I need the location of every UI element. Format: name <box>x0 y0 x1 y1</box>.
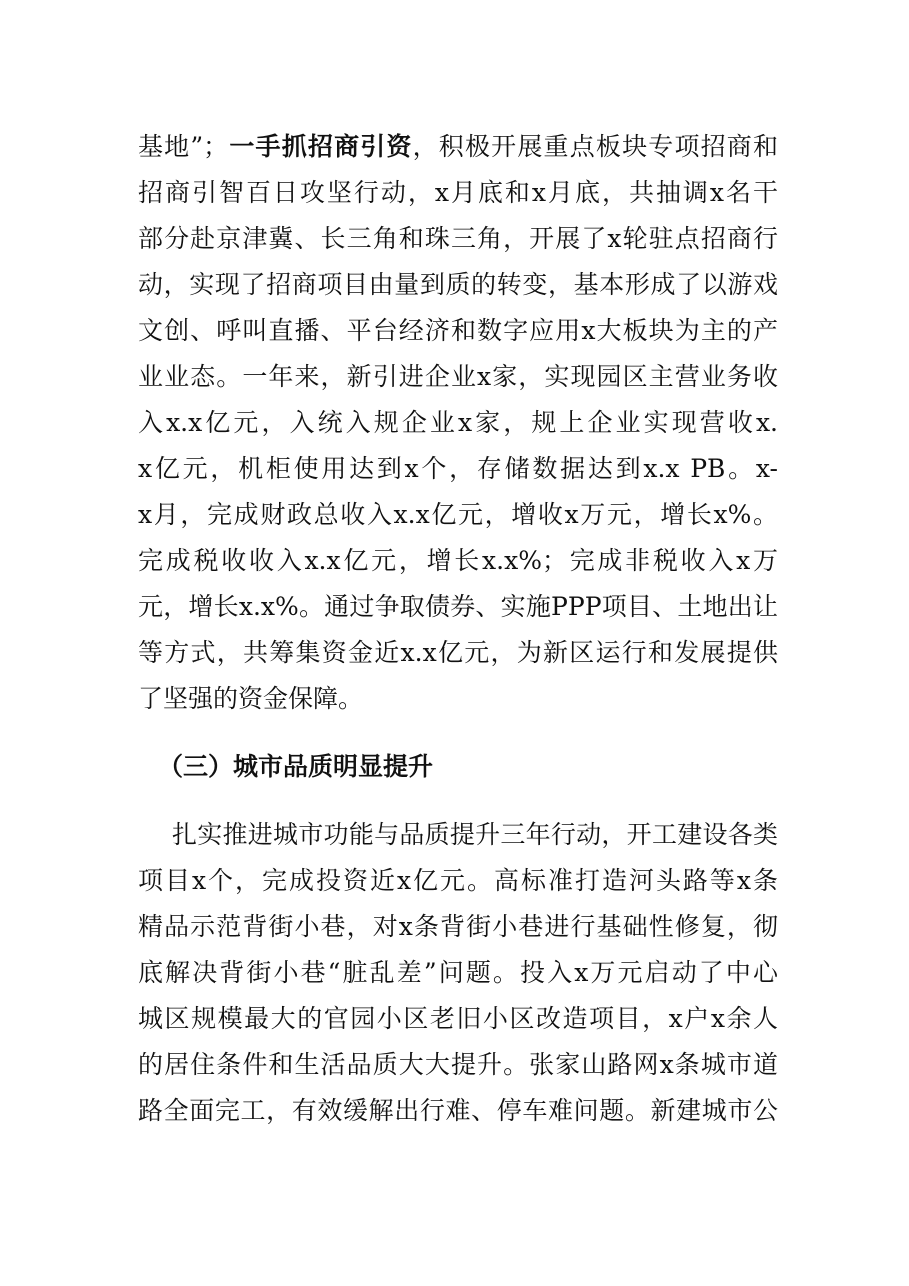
paragraph-line: 项目x个，完成投资近x亿元。高标准打造河头路等x条 <box>138 866 778 895</box>
paragraph-line: 扎实推进城市功能与品质提升三年行动，开工建设各类 <box>172 820 778 849</box>
paragraph-line: 入x.x亿元，入统入规企业x家，规上企业实现营收x. <box>138 408 778 437</box>
paragraph-line: 了坚强的资金保障。 <box>138 684 364 713</box>
paragraph-line: 部分赴京津冀、长三角和珠三角，开展了x轮驻点招商行 <box>138 224 778 253</box>
section-heading: （三）城市品质明显提升 <box>158 752 434 781</box>
paragraph-line: 路全面完工，有效缓解出行难、停车难问题。新建城市公 <box>138 1096 778 1125</box>
paragraph-line: x月，完成财政总收入x.x亿元，增收x万元，增长x%。 <box>138 500 778 529</box>
paragraph-line: 元，增长x.x%。通过争取债券、实施PPP项目、土地出让 <box>138 592 778 621</box>
paragraph-line: 城区规模最大的官园小区老旧小区改造项目，x户x余人 <box>138 1004 778 1033</box>
paragraph-line <box>138 127 778 167</box>
paragraph-line: 等方式，共筹集资金近x.x亿元，为新区运行和发展提供 <box>138 638 778 667</box>
paragraph-line: 精品示范背街小巷，对x条背街小巷进行基础性修复，彻 <box>138 912 778 941</box>
paragraph-line: 动，实现了招商项目由量到质的转变，基本形成了以游戏 <box>138 270 778 299</box>
text-run: 基地”； <box>138 132 229 161</box>
paragraph-line: 完成税收收入x.x亿元，增长x.x%；完成非税收入x万 <box>138 546 778 575</box>
paragraph-line: x亿元，机柜使用达到x个，存储数据达到x.x PB。x- <box>138 454 778 483</box>
text-run: ，积极开展重点板块专项招商和 <box>412 132 778 161</box>
paragraph-line: 底解决背街小巷“脏乱差”问题。投入x万元启动了中心 <box>138 958 778 987</box>
bold-phrase: 一手抓招商引资 <box>228 132 413 161</box>
paragraph-line: 招商引智百日攻坚行动，x月底和x月底，共抽调x名干 <box>138 178 778 207</box>
paragraph-line: 的居住条件和生活品质大大提升。张家山路网x条城市道 <box>138 1050 778 1079</box>
paragraph-line: 业业态。一年来，新引进企业x家，实现园区主营业务收 <box>138 362 778 391</box>
paragraph-line: 文创、呼叫直播、平台经济和数字应用x大板块为主的产 <box>138 316 778 345</box>
